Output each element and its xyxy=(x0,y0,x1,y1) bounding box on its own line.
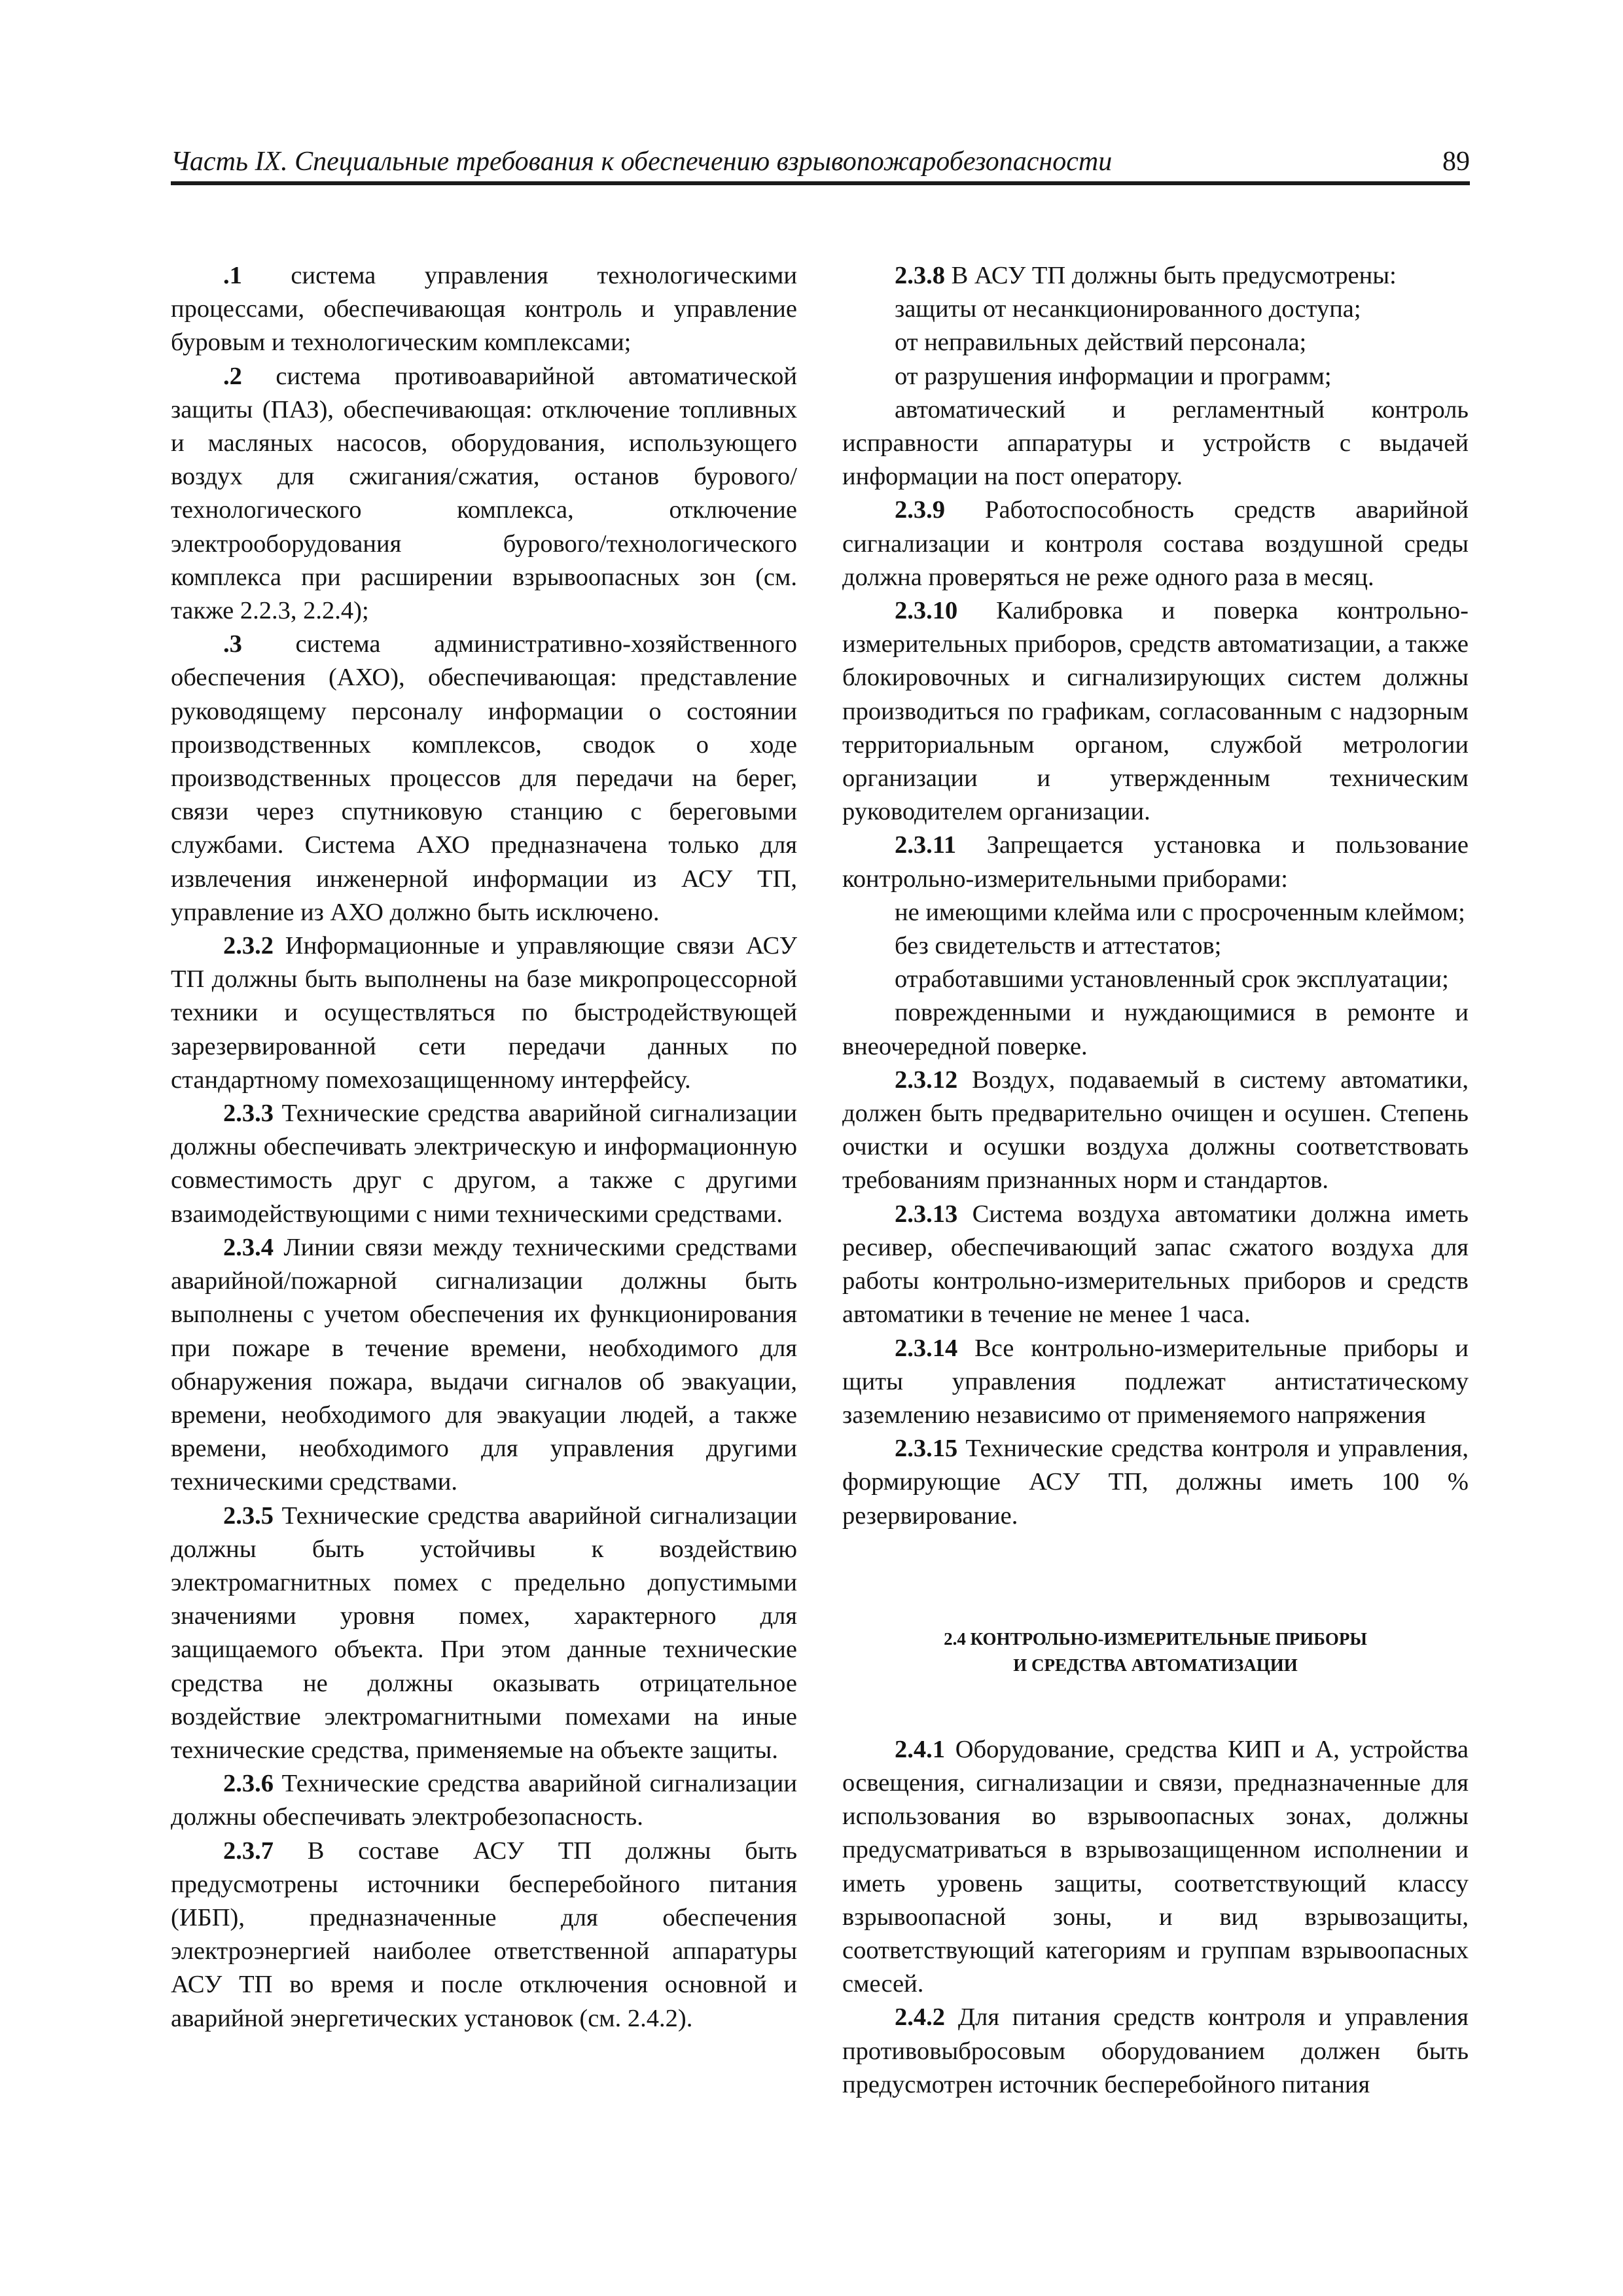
paragraph-text: Информационные и управляющие связи АСУ ТП должны быть выполнены на базе микропроцессорной техники и осуществляться по быстродействующей зарезервированной сети передачи данных по стандартному помехозащищенному интерфейсу. xyxy=(171,932,797,1094)
clause-number: 2.3.13 xyxy=(895,1200,958,1228)
clause-number: 2.3.14 xyxy=(895,1334,958,1362)
paragraph-text: без свидетельств и аттестатов; xyxy=(895,932,1222,960)
paragraph-text: Технические средства аварийной сигнализации должны быть устойчивы к воздействию электромагнитных помех с предельно допустимыми значениями уровня помех, характерного для защищаемого объекта. При этом данные технические средства не должны оказывать отрицательное воздействие электромагнитными помехами на иные технические средства, применяемые на объекте защиты. xyxy=(171,1501,797,1764)
list-item xyxy=(842,896,1469,929)
section-heading-line: И СРЕДСТВА АВТОМАТИЗАЦИИ xyxy=(1013,1655,1298,1675)
paragraph-text: система управления технологическими процессами, обеспечивающая контроль и управление буровым и технологическим комплексами; xyxy=(171,262,797,357)
clause-number: 2.3.15 xyxy=(895,1435,958,1463)
paragraph xyxy=(842,829,1469,895)
paragraph-text: система противоаварийной автоматической защиты (ПАЗ), обеспечивающая: отключение топливных и масляных насосов, оборудования, использующего воздух для сжигания/сжатия, останов бурового/технологического комплекса, отключение электрооборудования бурового/технологического комплекса при расширении взрывоопасных зон (см. также 2.2.3, 2.2.4); xyxy=(171,362,797,625)
clause-number: 2.3.3 xyxy=(223,1100,274,1128)
clause-number: 2.3.5 xyxy=(223,1501,274,1530)
paragraph xyxy=(171,1499,797,1768)
paragraph xyxy=(171,1835,797,2036)
clause-number: 2.3.11 xyxy=(895,831,957,859)
paragraph xyxy=(842,493,1469,594)
paragraph-text: поврежденными и нуждающимися в ремонте и внеочередной поверке. xyxy=(842,999,1469,1060)
paragraph xyxy=(842,1064,1469,1198)
clause-number: 2.3.9 xyxy=(895,496,945,524)
paragraph xyxy=(842,1198,1469,1332)
paragraph xyxy=(842,1432,1469,1533)
paragraph-text: Для питания средств контроля и управления противовыбросовым оборудованием должен быть предусмотрен источник бесперебойного питания xyxy=(842,2003,1469,2098)
clause-number: 2.3.12 xyxy=(895,1066,958,1094)
list-item xyxy=(842,293,1469,326)
paragraph-text: не имеющими клейма или с просроченным клеймом; xyxy=(895,898,1465,926)
clause-number: 2.3.8 xyxy=(895,262,945,289)
paragraph xyxy=(171,360,797,628)
list-item xyxy=(842,360,1469,393)
list-item xyxy=(842,929,1469,963)
paragraph-text: Технические средства контроля и управления, формирующие АСУ ТП, должны иметь 100 % резервирование. xyxy=(842,1435,1469,1530)
paragraph xyxy=(842,1332,1469,1433)
clause-number: 2.3.7 xyxy=(223,1837,274,1865)
paragraph-text: Работоспособность средств аварийной сигнализации и контроля состава воздушной среды должна проверяться не реже одного раза в месяц. xyxy=(842,496,1469,591)
paragraph xyxy=(842,259,1469,293)
paragraph xyxy=(171,628,797,929)
paragraph-text: В составе АСУ ТП должны быть предусмотрены источники бесперебойного питания (ИБП), предназначенные для обеспечения электроэнергией наиболее ответственной аппаратуры АСУ ТП во время и после отключения основной и аварийной энергетических установок (см. 2.4.2). xyxy=(171,1837,797,2032)
paragraph xyxy=(171,259,797,360)
paragraph-text: Технические средства аварийной сигнализации должны обеспечивать электрическую и информационную совместимость друг с другом, а также с другими взаимодействующими с ними техническими средствами. xyxy=(171,1100,797,1228)
paragraph-text: Калибровка и поверка контрольно-измерительных приборов, средств автоматизации, а также блокировочных и сигнализирующих систем должны производиться по графикам, согласованным с надзорным территориальным органом, службой метрологии организации и утвержденным техническим руководителем организации. xyxy=(842,597,1469,826)
clause-number: 2.4.2 xyxy=(895,2003,945,2032)
paragraph-text: Система воздуха автоматики должна иметь ресивер, обеспечивающий запас сжатого воздуха для работы контрольно-измерительных приборов и средств автоматики в течение не менее 1 часа. xyxy=(842,1200,1469,1329)
list-item xyxy=(842,963,1469,996)
item-number: .2 xyxy=(223,362,242,390)
paragraph-text: Все контрольно-измерительные приборы и щиты управления подлежат антистатическому заземлению независимо от применяемого напряжения xyxy=(842,1334,1469,1429)
paragraph-text: от разрушения информации и программ; xyxy=(895,362,1332,390)
item-number: .3 xyxy=(223,630,242,658)
paragraph-text: Оборудование, средства КИП и А, устройства освещения, сигнализации и связи, предназначенные для использования во взрывоопасных зонах, должны предусматриваться в взрывозащищенном исполнении и иметь уровень защиты, соответствующий классу взрывоопасной зоны, и вид взрывозащиты, соответствующий категориям и группам взрывоопасных смесей. xyxy=(842,1735,1469,1998)
paragraph xyxy=(171,1097,797,1231)
section-heading-line: 2.4 КОНТРОЛЬНО-ИЗМЕРИТЕЛЬНЫЕ ПРИБОРЫ xyxy=(944,1628,1367,1649)
paragraph-text: Технические средства аварийной сигнализации должны обеспечивать электробезопасность. xyxy=(171,1770,797,1831)
paragraph xyxy=(842,1733,1469,2001)
left-column xyxy=(171,259,797,2036)
paragraph xyxy=(842,594,1469,829)
paragraph-text: Запрещается установка и пользование контрольно-измерительными приборами: xyxy=(842,831,1469,893)
paragraph-text: В АСУ ТП должны быть предусмотрены: xyxy=(945,262,1397,289)
list-item xyxy=(842,326,1469,359)
running-header xyxy=(171,141,1470,185)
clause-number: 2.4.1 xyxy=(895,1735,945,1763)
item-number: .1 xyxy=(223,262,242,289)
paragraph-text: Воздух, подаваемый в систему автоматики, должен быть предварительно очищен и осушен. Степень очистки и осушки воздуха должны соответствовать требованиям признанных норм и стандартов. xyxy=(842,1066,1469,1194)
paragraph xyxy=(171,1767,797,1834)
page-number: 89 xyxy=(1442,147,1470,177)
paragraph-text: Линии связи между техническими средствами аварийной/пожарной сигнализации должны быть выполнены с учетом обеспечения их функционирования при пожаре в течение времени, необходимого для обнаружения пожара, выдачи сигналов об эвакуации, времени, необходимого для эвакуации людей, а также времени, необходимого для управления другими техническими средствами. xyxy=(171,1233,797,1496)
section-heading xyxy=(842,1626,1469,1678)
paragraph xyxy=(171,1231,797,1499)
paragraph-text: система административно-хозяйственного обеспечения (АХО), обеспечивающая: представление руководящему персоналу информации о состоянии производственных комплексов, сводок о ходе производственных процессов для передачи на берег, связи через спутниковую станцию с береговыми службами. Система АХО предназначена только для извлечения инженерной информации из АСУ ТП, управление из АХО должно быть исключено. xyxy=(171,630,797,926)
clause-number: 2.3.6 xyxy=(223,1770,274,1798)
clause-number: 2.3.4 xyxy=(223,1233,274,1261)
clause-number: 2.3.2 xyxy=(223,932,274,960)
clause-number: 2.3.10 xyxy=(895,597,958,625)
paragraph-text: автоматический и регламентный контроль исправности аппаратуры и устройств с выдачей информации на пост оператору. xyxy=(842,395,1469,491)
header-title: Часть IX. Специальные требования к обеспечению взрывопожаробезопасности xyxy=(171,147,1113,177)
right-column xyxy=(842,259,1469,2102)
paragraph-text: отработавшими установленный срок эксплуатации; xyxy=(895,965,1449,994)
paragraph xyxy=(171,929,797,1097)
list-item xyxy=(842,996,1469,1063)
paragraph-text: защиты от несанкционированного доступа; xyxy=(895,295,1361,323)
paragraph-text: от неправильных действий персонала; xyxy=(895,329,1307,357)
list-item xyxy=(842,393,1469,494)
paragraph xyxy=(842,2001,1469,2102)
